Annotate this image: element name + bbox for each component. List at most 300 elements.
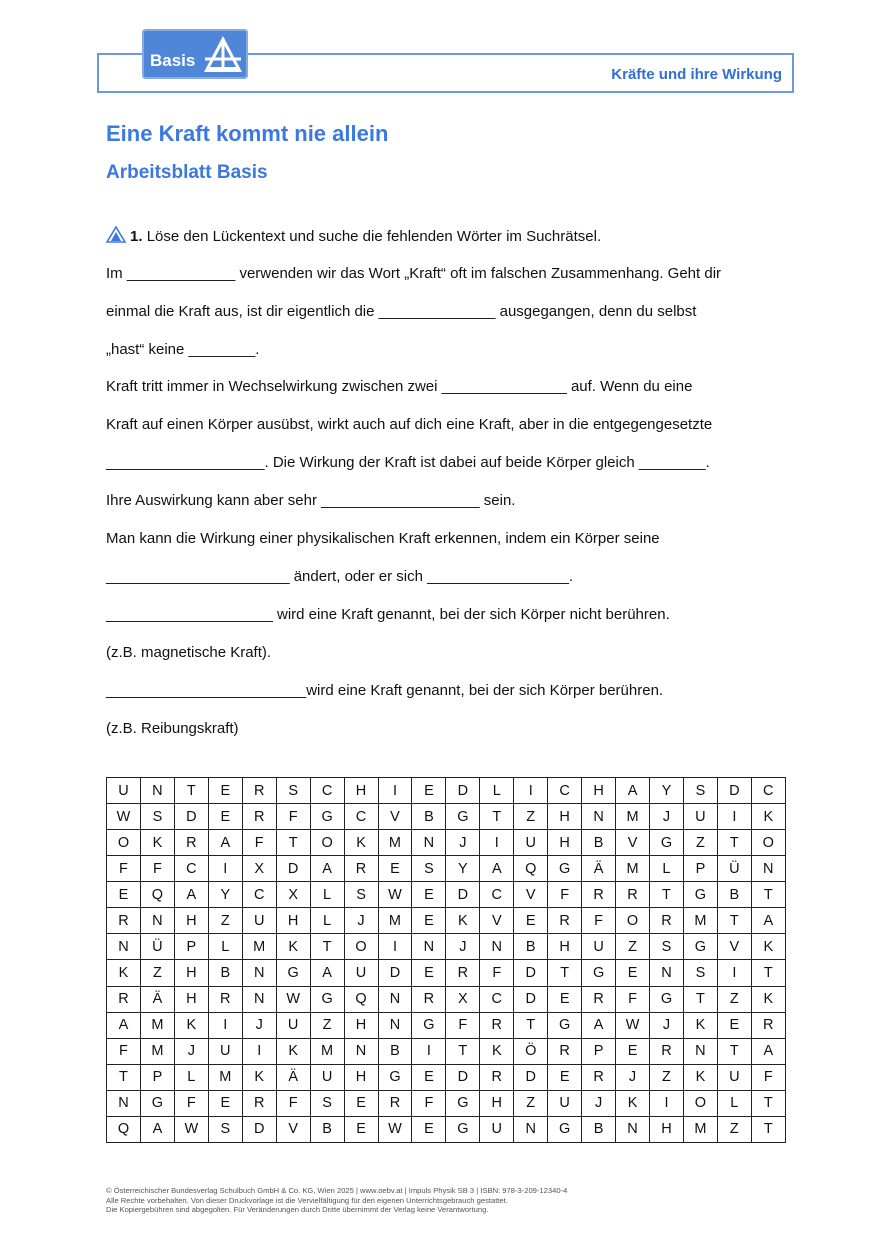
grid-cell[interactable]: T	[548, 960, 582, 986]
grid-cell[interactable]: T	[717, 830, 751, 856]
grid-cell[interactable]: A	[310, 960, 344, 986]
grid-cell[interactable]: T	[480, 804, 514, 830]
grid-cell[interactable]: Ä	[140, 986, 174, 1012]
task-number: 1.	[130, 228, 143, 245]
grid-cell[interactable]: B	[717, 882, 751, 908]
grid-cell[interactable]: M	[310, 1038, 344, 1064]
grid-cell[interactable]: Ö	[514, 1038, 548, 1064]
grid-cell[interactable]: E	[344, 1090, 378, 1116]
cloze-line-10: ____________________ wird eine Kraft genannt, bei der sich Körper nicht berühren.	[106, 606, 670, 623]
grid-cell[interactable]: J	[582, 1090, 616, 1116]
grid-cell[interactable]: N	[140, 778, 174, 804]
grid-cell[interactable]: W	[107, 804, 141, 830]
grid-cell[interactable]: O	[683, 1090, 717, 1116]
grid-cell[interactable]: F	[107, 856, 141, 882]
grid-cell[interactable]: L	[310, 882, 344, 908]
grid-cell[interactable]: U	[683, 804, 717, 830]
grid-cell[interactable]: S	[344, 882, 378, 908]
grid-cell[interactable]: F	[242, 830, 276, 856]
grid-cell[interactable]: A	[751, 908, 785, 934]
grid-cell[interactable]: V	[717, 934, 751, 960]
grid-cell[interactable]: B	[412, 804, 446, 830]
grid-cell[interactable]: Z	[717, 1116, 751, 1142]
grid-cell[interactable]: J	[650, 804, 684, 830]
grid-cell[interactable]: V	[378, 804, 412, 830]
grid-cell[interactable]: L	[174, 1064, 208, 1090]
grid-cell[interactable]: E	[208, 1090, 242, 1116]
grid-cell[interactable]: R	[378, 1090, 412, 1116]
grid-cell[interactable]: J	[650, 1012, 684, 1038]
grid-cell[interactable]: F	[140, 856, 174, 882]
grid-cell[interactable]: S	[683, 960, 717, 986]
grid-cell[interactable]: T	[751, 960, 785, 986]
grid-cell[interactable]: G	[446, 1116, 480, 1142]
grid-cell[interactable]: F	[616, 986, 650, 1012]
grid-cell[interactable]: D	[276, 856, 310, 882]
grid-cell[interactable]: F	[480, 960, 514, 986]
grid-cell[interactable]: E	[412, 908, 446, 934]
grid-cell[interactable]: G	[683, 882, 717, 908]
grid-cell[interactable]: F	[548, 882, 582, 908]
grid-cell[interactable]: E	[548, 986, 582, 1012]
grid-cell[interactable]: U	[107, 778, 141, 804]
grid-cell[interactable]: T	[514, 1012, 548, 1038]
grid-cell[interactable]: I	[514, 778, 548, 804]
grid-cell[interactable]: V	[480, 908, 514, 934]
grid-cell[interactable]: G	[446, 1090, 480, 1116]
grid-cell[interactable]: Z	[514, 804, 548, 830]
grid-cell[interactable]: I	[242, 1038, 276, 1064]
grid-cell[interactable]: H	[174, 960, 208, 986]
grid-cell[interactable]: E	[412, 1064, 446, 1090]
grid-cell[interactable]: H	[276, 908, 310, 934]
grid-cell[interactable]: Ü	[140, 934, 174, 960]
grid-cell[interactable]: D	[446, 778, 480, 804]
grid-cell[interactable]: F	[751, 1064, 785, 1090]
cloze-line-6: ___________________. Die Wirkung der Kraft ist dabei auf beide Körper gleich ________.	[106, 454, 710, 471]
grid-cell[interactable]: R	[174, 830, 208, 856]
grid-cell[interactable]: N	[616, 1116, 650, 1142]
grid-cell[interactable]: U	[276, 1012, 310, 1038]
grid-cell[interactable]: R	[107, 908, 141, 934]
grid-cell[interactable]: U	[514, 830, 548, 856]
grid-cell[interactable]: L	[310, 908, 344, 934]
grid-cell[interactable]: J	[242, 1012, 276, 1038]
grid-cell[interactable]: A	[208, 830, 242, 856]
grid-cell[interactable]: N	[378, 1012, 412, 1038]
grid-row	[107, 1038, 786, 1064]
grid-cell[interactable]: G	[548, 1116, 582, 1142]
grid-cell[interactable]: K	[751, 934, 785, 960]
grid-cell[interactable]: Z	[140, 960, 174, 986]
grid-cell[interactable]: S	[276, 778, 310, 804]
grid-cell[interactable]: D	[514, 960, 548, 986]
grid-cell[interactable]: R	[242, 778, 276, 804]
grid-cell[interactable]: K	[276, 1038, 310, 1064]
cloze-line-11: (z.B. magnetische Kraft).	[106, 644, 272, 661]
grid-cell[interactable]: Q	[344, 986, 378, 1012]
grid-cell[interactable]: B	[378, 1038, 412, 1064]
grid-cell[interactable]: R	[480, 1064, 514, 1090]
grid-cell[interactable]: C	[480, 882, 514, 908]
grid-cell[interactable]: D	[378, 960, 412, 986]
grid-cell[interactable]: P	[582, 1038, 616, 1064]
grid-cell[interactable]: I	[412, 1038, 446, 1064]
grid-cell[interactable]: N	[140, 908, 174, 934]
grid-cell[interactable]: P	[174, 934, 208, 960]
grid-cell[interactable]: D	[514, 1064, 548, 1090]
grid-cell[interactable]: D	[174, 804, 208, 830]
grid-cell[interactable]: D	[446, 882, 480, 908]
grid-cell[interactable]: M	[378, 830, 412, 856]
grid-cell[interactable]: G	[650, 830, 684, 856]
grid-cell[interactable]: I	[378, 778, 412, 804]
grid-cell[interactable]: C	[310, 778, 344, 804]
grid-cell[interactable]: N	[582, 804, 616, 830]
grid-cell[interactable]: F	[412, 1090, 446, 1116]
task-instruction: Löse den Lückentext und suche die fehlenden Wörter im Suchrätsel.	[146, 228, 602, 245]
grid-cell[interactable]: Q	[140, 882, 174, 908]
grid-cell[interactable]: D	[514, 986, 548, 1012]
grid-cell[interactable]: N	[514, 1116, 548, 1142]
grid-cell[interactable]: L	[480, 778, 514, 804]
grid-cell[interactable]: E	[208, 778, 242, 804]
grid-cell[interactable]: H	[174, 908, 208, 934]
footer-rights: Alle Rechte vorbehalten. Von dieser Druckvorlage ist die Vervielfältigung für den eigenen Unterrichtsgebrauch gestattet.	[106, 1195, 508, 1205]
grid-cell[interactable]: G	[378, 1064, 412, 1090]
grid-cell[interactable]: Ä	[276, 1064, 310, 1090]
grid-cell[interactable]: J	[446, 830, 480, 856]
grid-cell[interactable]: W	[378, 882, 412, 908]
grid-cell[interactable]: H	[344, 1012, 378, 1038]
grid-cell[interactable]: R	[582, 882, 616, 908]
grid-cell[interactable]: Y	[650, 778, 684, 804]
grid-cell[interactable]: B	[582, 830, 616, 856]
grid-cell[interactable]: E	[412, 882, 446, 908]
grid-cell[interactable]: T	[650, 882, 684, 908]
grid-cell[interactable]: X	[446, 986, 480, 1012]
grid-cell[interactable]: E	[717, 1012, 751, 1038]
grid-cell[interactable]: Z	[514, 1090, 548, 1116]
grid-cell[interactable]: U	[208, 1038, 242, 1064]
grid-cell[interactable]: T	[751, 1116, 785, 1142]
grid-cell[interactable]: H	[582, 778, 616, 804]
grid-cell[interactable]: Z	[650, 1064, 684, 1090]
grid-cell[interactable]: R	[412, 986, 446, 1012]
grid-cell[interactable]: D	[242, 1116, 276, 1142]
grid-cell[interactable]: Z	[208, 908, 242, 934]
grid-cell[interactable]: G	[446, 804, 480, 830]
grid-cell[interactable]: K	[174, 1012, 208, 1038]
grid-cell[interactable]: L	[650, 856, 684, 882]
grid-cell[interactable]: H	[548, 934, 582, 960]
grid-cell[interactable]: N	[242, 960, 276, 986]
grid-cell[interactable]: M	[242, 934, 276, 960]
grid-cell[interactable]: G	[548, 1012, 582, 1038]
grid-cell[interactable]: I	[378, 934, 412, 960]
cloze-line-7: Ihre Auswirkung kann aber sehr ___________________ sein.	[106, 492, 516, 509]
grid-cell[interactable]: Z	[616, 934, 650, 960]
grid-cell[interactable]: M	[616, 804, 650, 830]
grid-cell[interactable]: W	[276, 986, 310, 1012]
grid-cell[interactable]: G	[582, 960, 616, 986]
grid-cell[interactable]: R	[242, 1090, 276, 1116]
grid-cell[interactable]: Y	[208, 882, 242, 908]
cloze-line-3: „hast“ keine ________.	[106, 341, 260, 358]
grid-cell[interactable]: D	[446, 1064, 480, 1090]
grid-cell[interactable]: G	[310, 986, 344, 1012]
grid-cell[interactable]: N	[650, 960, 684, 986]
grid-cell[interactable]: A	[480, 856, 514, 882]
grid-cell[interactable]: T	[446, 1038, 480, 1064]
grid-cell[interactable]: L	[717, 1090, 751, 1116]
grid-cell[interactable]: T	[683, 986, 717, 1012]
grid-cell[interactable]: O	[751, 830, 785, 856]
task-heading	[106, 226, 796, 247]
grid-cell[interactable]: N	[683, 1038, 717, 1064]
grid-cell[interactable]: I	[208, 1012, 242, 1038]
grid-cell[interactable]: H	[344, 1064, 378, 1090]
grid-cell[interactable]: M	[378, 908, 412, 934]
logo-text: Basis	[150, 51, 196, 70]
grid-cell[interactable]: Z	[683, 830, 717, 856]
grid-cell[interactable]: I	[480, 830, 514, 856]
grid-cell[interactable]: R	[242, 804, 276, 830]
grid-row	[107, 778, 786, 804]
grid-cell[interactable]: R	[582, 986, 616, 1012]
grid-cell[interactable]: V	[616, 830, 650, 856]
grid-row	[107, 856, 786, 882]
grid-cell[interactable]: Q	[514, 856, 548, 882]
grid-cell[interactable]: H	[344, 778, 378, 804]
grid-cell[interactable]: E	[514, 908, 548, 934]
grid-cell[interactable]: T	[174, 778, 208, 804]
grid-cell[interactable]: N	[378, 986, 412, 1012]
grid-row	[107, 1012, 786, 1038]
grid-cell[interactable]: I	[717, 804, 751, 830]
grid-cell[interactable]: E	[616, 1038, 650, 1064]
grid-cell[interactable]: N	[412, 934, 446, 960]
grid-cell[interactable]: K	[242, 1064, 276, 1090]
grid-cell[interactable]: N	[344, 1038, 378, 1064]
grid-cell[interactable]: R	[344, 856, 378, 882]
grid-cell[interactable]: W	[616, 1012, 650, 1038]
grid-cell[interactable]: Y	[446, 856, 480, 882]
grid-cell[interactable]: Ü	[717, 856, 751, 882]
grid-cell[interactable]: L	[208, 934, 242, 960]
grid-cell[interactable]: E	[616, 960, 650, 986]
grid-cell[interactable]: P	[140, 1064, 174, 1090]
grid-cell[interactable]: H	[548, 804, 582, 830]
grid-cell[interactable]: G	[548, 856, 582, 882]
grid-cell[interactable]: R	[650, 1038, 684, 1064]
grid-cell[interactable]: N	[751, 856, 785, 882]
grid-cell[interactable]: K	[683, 1012, 717, 1038]
grid-cell[interactable]: I	[208, 856, 242, 882]
grid-cell[interactable]: K	[107, 960, 141, 986]
grid-cell[interactable]: A	[616, 778, 650, 804]
grid-row	[107, 1090, 786, 1116]
grid-cell[interactable]: R	[548, 908, 582, 934]
grid-cell[interactable]: B	[208, 960, 242, 986]
grid-cell[interactable]: Q	[107, 1116, 141, 1142]
grid-cell[interactable]: X	[242, 856, 276, 882]
grid-cell[interactable]: K	[480, 1038, 514, 1064]
triangle-logo-icon	[202, 33, 244, 75]
grid-cell[interactable]: U	[242, 908, 276, 934]
grid-cell[interactable]: E	[344, 1116, 378, 1142]
grid-cell[interactable]: V	[276, 1116, 310, 1142]
grid-cell[interactable]: M	[683, 908, 717, 934]
grid-cell[interactable]: U	[582, 934, 616, 960]
grid-cell[interactable]: E	[412, 778, 446, 804]
grid-cell[interactable]: T	[717, 908, 751, 934]
grid-cell[interactable]: F	[276, 1090, 310, 1116]
grid-cell[interactable]: S	[140, 804, 174, 830]
grid-cell[interactable]: T	[276, 830, 310, 856]
grid-cell[interactable]: A	[174, 882, 208, 908]
grid-cell[interactable]: G	[412, 1012, 446, 1038]
grid-cell[interactable]: E	[412, 1116, 446, 1142]
grid-cell[interactable]: C	[480, 986, 514, 1012]
grid-cell[interactable]: F	[174, 1090, 208, 1116]
grid-cell[interactable]: K	[751, 804, 785, 830]
grid-cell[interactable]: K	[751, 986, 785, 1012]
grid-cell[interactable]: O	[107, 830, 141, 856]
grid-cell[interactable]: K	[276, 934, 310, 960]
grid-cell[interactable]: C	[548, 778, 582, 804]
grid-cell[interactable]: A	[751, 1038, 785, 1064]
grid-cell[interactable]: R	[616, 882, 650, 908]
grid-cell[interactable]: M	[140, 1038, 174, 1064]
page-title: Eine Kraft kommt nie allein	[106, 121, 389, 146]
grid-cell[interactable]: G	[650, 986, 684, 1012]
grid-cell[interactable]: X	[276, 882, 310, 908]
grid-cell[interactable]: R	[208, 986, 242, 1012]
grid-cell[interactable]: I	[717, 960, 751, 986]
grid-cell[interactable]: R	[751, 1012, 785, 1038]
grid-cell[interactable]: M	[616, 856, 650, 882]
grid-cell[interactable]: H	[174, 986, 208, 1012]
grid-cell[interactable]: E	[378, 856, 412, 882]
grid-cell[interactable]: R	[582, 1064, 616, 1090]
grid-cell[interactable]: R	[107, 986, 141, 1012]
grid-cell[interactable]: D	[717, 778, 751, 804]
grid-cell[interactable]: R	[650, 908, 684, 934]
grid-cell[interactable]: K	[446, 908, 480, 934]
grid-cell[interactable]: T	[310, 934, 344, 960]
grid-cell[interactable]: T	[717, 1038, 751, 1064]
grid-cell[interactable]: R	[446, 960, 480, 986]
grid-row	[107, 1116, 786, 1142]
grid-cell[interactable]: R	[480, 1012, 514, 1038]
grid-cell[interactable]: H	[548, 830, 582, 856]
grid-cell[interactable]: J	[174, 1038, 208, 1064]
grid-cell[interactable]: U	[548, 1090, 582, 1116]
grid-cell[interactable]: E	[107, 882, 141, 908]
grid-cell[interactable]: N	[412, 830, 446, 856]
grid-cell[interactable]: K	[140, 830, 174, 856]
grid-cell[interactable]: P	[683, 856, 717, 882]
grid-cell[interactable]: J	[344, 908, 378, 934]
grid-cell[interactable]: C	[751, 778, 785, 804]
grid-cell[interactable]: S	[683, 778, 717, 804]
grid-row	[107, 960, 786, 986]
grid-cell[interactable]: K	[344, 830, 378, 856]
grid-cell[interactable]: M	[140, 1012, 174, 1038]
grid-cell[interactable]: G	[140, 1090, 174, 1116]
grid-cell[interactable]: W	[174, 1116, 208, 1142]
grid-cell[interactable]: F	[582, 908, 616, 934]
grid-cell[interactable]: Z	[717, 986, 751, 1012]
grid-cell[interactable]: J	[616, 1064, 650, 1090]
grid-cell[interactable]: F	[276, 804, 310, 830]
grid-cell[interactable]: A	[310, 856, 344, 882]
grid-cell[interactable]: S	[412, 856, 446, 882]
grid-cell[interactable]: Z	[310, 1012, 344, 1038]
grid-cell[interactable]: Ä	[582, 856, 616, 882]
grid-cell[interactable]: C	[242, 882, 276, 908]
grid-cell[interactable]: O	[616, 908, 650, 934]
grid-cell[interactable]: B	[582, 1116, 616, 1142]
grid-cell[interactable]: E	[208, 804, 242, 830]
grid-cell[interactable]: W	[378, 1116, 412, 1142]
grid-cell[interactable]: J	[446, 934, 480, 960]
grid-cell[interactable]: S	[310, 1090, 344, 1116]
grid-cell[interactable]: F	[107, 1038, 141, 1064]
grid-cell[interactable]: T	[107, 1064, 141, 1090]
grid-cell[interactable]: B	[310, 1116, 344, 1142]
grid-cell[interactable]: O	[310, 830, 344, 856]
grid-cell[interactable]: K	[616, 1090, 650, 1116]
grid-cell[interactable]: A	[107, 1012, 141, 1038]
grid-cell[interactable]: N	[107, 934, 141, 960]
grid-cell[interactable]: B	[514, 934, 548, 960]
grid-cell[interactable]: T	[751, 1090, 785, 1116]
grid-cell[interactable]: E	[548, 1064, 582, 1090]
grid-cell[interactable]: N	[480, 934, 514, 960]
grid-cell[interactable]: U	[344, 960, 378, 986]
grid-cell[interactable]: R	[548, 1038, 582, 1064]
grid-cell[interactable]: K	[683, 1064, 717, 1090]
grid-cell[interactable]: S	[208, 1116, 242, 1142]
grid-cell[interactable]: N	[242, 986, 276, 1012]
cloze-line-5: Kraft auf einen Körper ausübst, wirkt auch auf dich eine Kraft, aber in die entgegengesetzte	[106, 416, 713, 433]
grid-cell[interactable]: C	[174, 856, 208, 882]
grid-cell[interactable]: G	[276, 960, 310, 986]
grid-cell[interactable]: M	[683, 1116, 717, 1142]
grid-cell[interactable]: U	[717, 1064, 751, 1090]
grid-cell[interactable]: N	[107, 1090, 141, 1116]
grid-cell[interactable]: U	[480, 1116, 514, 1142]
grid-cell[interactable]: A	[582, 1012, 616, 1038]
grid-cell[interactable]: O	[344, 934, 378, 960]
grid-cell[interactable]: U	[310, 1064, 344, 1090]
grid-cell[interactable]: A	[140, 1116, 174, 1142]
grid-cell[interactable]: S	[650, 934, 684, 960]
grid-cell[interactable]: C	[344, 804, 378, 830]
grid-cell[interactable]: H	[480, 1090, 514, 1116]
grid-cell[interactable]: E	[412, 960, 446, 986]
grid-cell[interactable]: M	[208, 1064, 242, 1090]
grid-cell[interactable]: I	[650, 1090, 684, 1116]
grid-cell[interactable]: H	[650, 1116, 684, 1142]
grid-cell[interactable]: F	[446, 1012, 480, 1038]
grid-cell[interactable]: G	[683, 934, 717, 960]
grid-cell[interactable]: G	[310, 804, 344, 830]
grid-cell[interactable]: T	[751, 882, 785, 908]
grid-cell[interactable]: V	[514, 882, 548, 908]
